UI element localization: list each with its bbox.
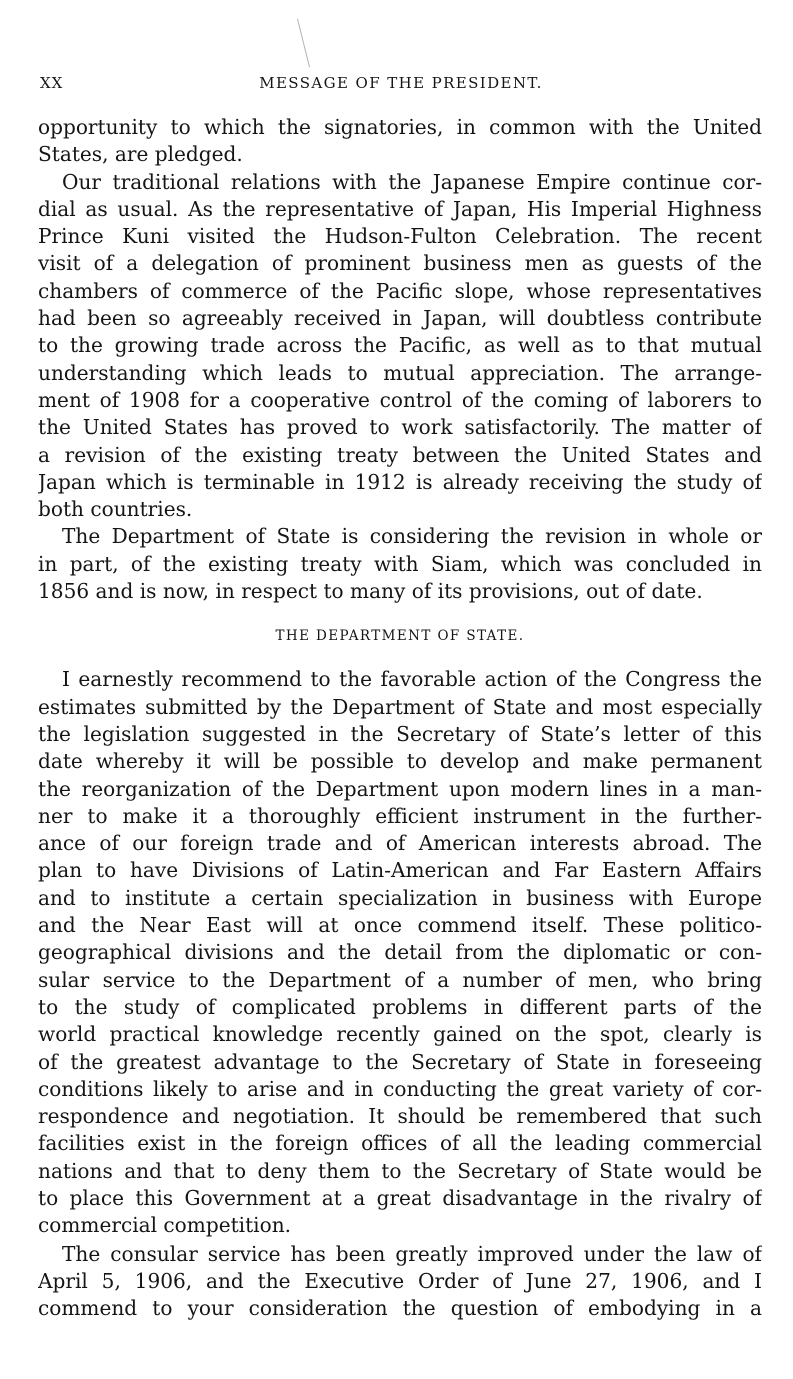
paragraph-2-line-3: Prince Kuni visited the Hudson-Fulton Celebration. The recent: [38, 224, 762, 249]
paragraph-2-line-13: both countries.: [38, 497, 193, 522]
paragraph-1-line-1: opportunity to which the signatories, in common with the United: [38, 115, 762, 139]
paragraph-2: [38, 169, 762, 524]
body-text: [38, 114, 762, 1322]
paragraph-2-line-5: chambers of commerce of the Pacific slope, whose representatives: [38, 278, 762, 303]
paragraph-3-line-1: The Department of State is considering the revision in whole or: [62, 524, 762, 549]
paragraph-2-line-8: understanding which leads to mutual appreciation. The arrange-: [38, 360, 762, 385]
paragraph-2-line-9: ment of 1908 for a cooperative control of the coming of laborers to: [38, 387, 762, 412]
page-header: [40, 74, 762, 100]
paragraph-5-line-2: April 5, 1906, and the Executive Order of June 27, 1906, and I: [38, 1268, 762, 1293]
section-heading: THE DEPARTMENT OF STATE.: [275, 628, 525, 645]
paragraph-4-line-9: and to institute a certain specialization in business with Europe: [38, 885, 762, 910]
paragraph-2-line-6: had been so agreeably received in Japan, will doubtless contribute: [38, 306, 762, 331]
paragraph-2-line-1: Our traditional relations with the Japanese Empire continue cor-: [62, 169, 762, 194]
paragraph-4: [38, 666, 762, 1239]
paragraph-5-line-3: commend to your consideration the question of embodying in a: [38, 1296, 762, 1321]
paragraph-4-line-4: date whereby it will be possible to develop and make permanent: [38, 749, 762, 774]
paragraph-4-line-8: plan to have Divisions of Latin-American and Far Eastern Affairs: [38, 858, 762, 883]
running-head: MESSAGE OF THE PRESIDENT.: [259, 74, 543, 92]
paragraph-4-line-18: facilities exist in the foreign offices of all the leading commercial: [38, 1131, 762, 1156]
paragraph-4-line-20: to place this Government at a great disadvantage in the rivalry of: [38, 1185, 762, 1210]
paragraph-3-line-2: in part, of the existing treaty with Siam, which was concluded in: [38, 551, 762, 576]
paragraph-4-line-13: to the study of complicated problems in different parts of the: [38, 994, 762, 1019]
paragraph-4-line-2: estimates submitted by the Department of State and most especially: [38, 694, 762, 719]
paragraph-4-line-6: ner to make it a thoroughly efficient instrument in the further-: [38, 803, 762, 828]
paragraph-2-line-12: Japan which is terminable in 1912 is already receiving the study of: [38, 469, 762, 494]
paragraph-4-line-15: of the greatest advantage to the Secretary of State in foreseeing: [38, 1049, 762, 1074]
paragraph-4-line-3: the legislation suggested in the Secretary of State’s letter of this: [38, 721, 762, 746]
paragraph-3: [38, 523, 762, 605]
paragraph-4-line-5: the reorganization of the Department upon modern lines in a man-: [38, 776, 762, 801]
paragraph-4-line-11: geographical divisions and the detail from the diplomatic or con-: [38, 940, 762, 965]
paragraph-4-line-21: commercial competition.: [38, 1213, 292, 1238]
page-number: XX: [40, 74, 64, 92]
paragraph-2-line-2: dial as usual. As the representative of Japan, His Imperial Highness: [38, 196, 762, 221]
paragraph-4-line-1: I earnestly recommend to the favorable action of the Congress the: [62, 667, 762, 692]
paragraph-3-line-3: 1856 and is now, in respect to many of its provisions, out of date.: [38, 579, 703, 604]
paragraph-4-line-12: sular service to the Department of a number of men, who bring: [38, 967, 762, 992]
paragraph-1: [38, 114, 762, 169]
paragraph-1-line-2: States, are pledged.: [38, 142, 243, 167]
paragraph-2-line-7: to the growing trade across the Pacific, as well as to that mutual: [38, 333, 762, 358]
stray-pencil-mark: [297, 19, 310, 68]
paragraph-4-line-17: respondence and negotiation. It should be remembered that such: [38, 1104, 762, 1129]
paragraph-2-line-11: a revision of the existing treaty between the United States and: [38, 442, 762, 467]
paragraph-4-line-16: conditions likely to arise and in conducting the great variety of cor-: [38, 1076, 762, 1101]
paragraph-4-line-19: nations and that to deny them to the Secretary of State would be: [38, 1158, 762, 1183]
paragraph-5: [38, 1241, 762, 1323]
paragraph-4-line-10: and the Near East will at once commend itself. These politico-: [38, 913, 762, 938]
paragraph-5-line-1: The consular service has been greatly improved under the law of: [62, 1241, 762, 1266]
paragraph-4-line-7: ance of our foreign trade and of American interests abroad. The: [38, 831, 762, 856]
paragraph-4-line-14: world practical knowledge recently gained on the spot, clearly is: [38, 1022, 762, 1047]
paragraph-2-line-4: visit of a delegation of prominent business men as guests of the: [38, 251, 762, 276]
paragraph-2-line-10: the United States has proved to work satisfactorily. The matter of: [38, 415, 762, 440]
